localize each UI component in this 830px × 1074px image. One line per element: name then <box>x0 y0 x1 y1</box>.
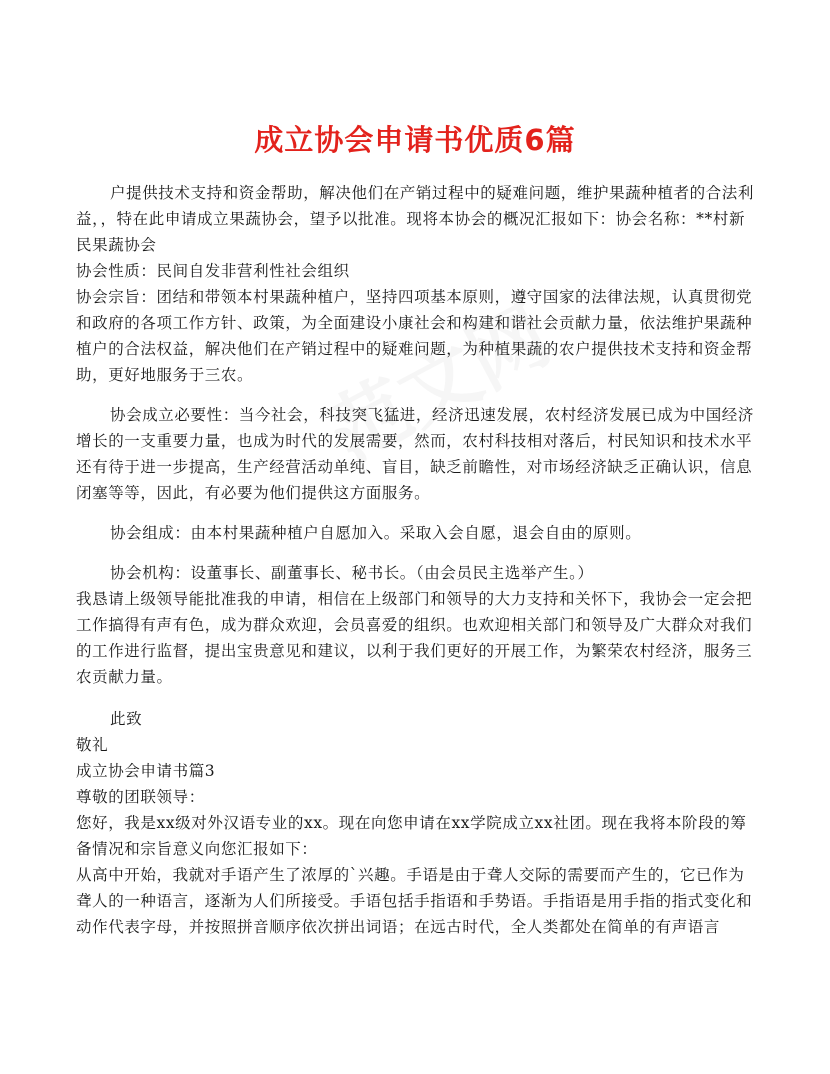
paragraph-intro: 户提供技术支持和资金帮助，解决他们在产销过程中的疑难问题，维护果蔬种植者的合法利益，，特在此申请成立果蔬协会，望予以批准。现将本协会的概况汇报如下：协会名称：**村新民果蔬协会 <box>76 184 755 254</box>
paragraph-composition: 协会组成：由本村果蔬种植户自愿加入。采取入会自愿，退会自由的原则。 <box>110 524 642 542</box>
letter-greeting: 尊敬的团联领导： <box>76 788 205 806</box>
closing-salutation: 此致 <box>110 710 143 728</box>
closing-regards: 敬礼 <box>76 736 109 754</box>
paragraph-purpose: 协会宗旨：团结和带领本村果蔬种植户，坚持四项基本原则，遵守国家的法律法规，认真贯彻党和政府的各项工作方针、政策，为全面建设小康社会和构建和谐社会贡献力量，依法维护果蔬种植户的合法权益，解决他们在产销过程中的疑难问题，为种植果蔬的农户提供技术支持和资金帮助，更好地服务于三农。 <box>76 288 753 384</box>
paragraph-nature: 协会性质：民间自发非营利性社会组织 <box>76 262 350 280</box>
section-heading: 成立协会申请书篇3 <box>76 762 216 780</box>
document-title: 成立协会申请书优质6篇 <box>254 123 576 157</box>
paragraph-introduction: 您好，我是xx级对外汉语专业的xx。现在向您申请在xx学院成立xx社团。现在我将本阶段的筹备情况和宗旨意义向您汇报如下： <box>76 814 747 858</box>
paragraph-necessity: 协会成立必要性：当今社会，科技突飞猛进，经济迅速发展，农村经济发展已成为中国经济增长的一支重要力量，也成为时代的发展需要，然而，农村科技相对落后，村民知识和技术水平还有待于进一步提高，生产经营活动单纯、盲目，缺乏前瞻性，对市场经济缺乏正确认识，信息闭塞等等，因此，有必要为他们提供这方面服务。 <box>76 406 755 502</box>
document-body <box>76 180 756 940</box>
paragraph-organization: 协会机构：设董事长、副董事长、秘书长。（由会员民主选举产生。） <box>110 564 594 582</box>
paragraph-request: 我恳请上级领导能批准我的申请，相信在上级部门和领导的大力支持和关怀下，我协会一定会把工作搞得有声有色，成为群众欢迎，会员喜爱的组织。也欢迎相关部门和领导及广大群众对我们的工作进行监督，提出宝贵意见和建议，以利于我们更好的开展工作，为繁荣农村经济，服务三农贡献力量。 <box>76 590 753 686</box>
paragraph-sign-language: 从高中开始，我就对手语产生了浓厚的`兴趣。手语是由于聋人交际的需要而产生的，它已作为聋人的一种语言，逐渐为人们所接受。手语包括手指语和手势语。手指语是用手指的指式变化和动作代表字母，并按照拼音顺序依次拼出词语；在远古时代，全人类都处在简单的有声语言 <box>76 866 753 936</box>
